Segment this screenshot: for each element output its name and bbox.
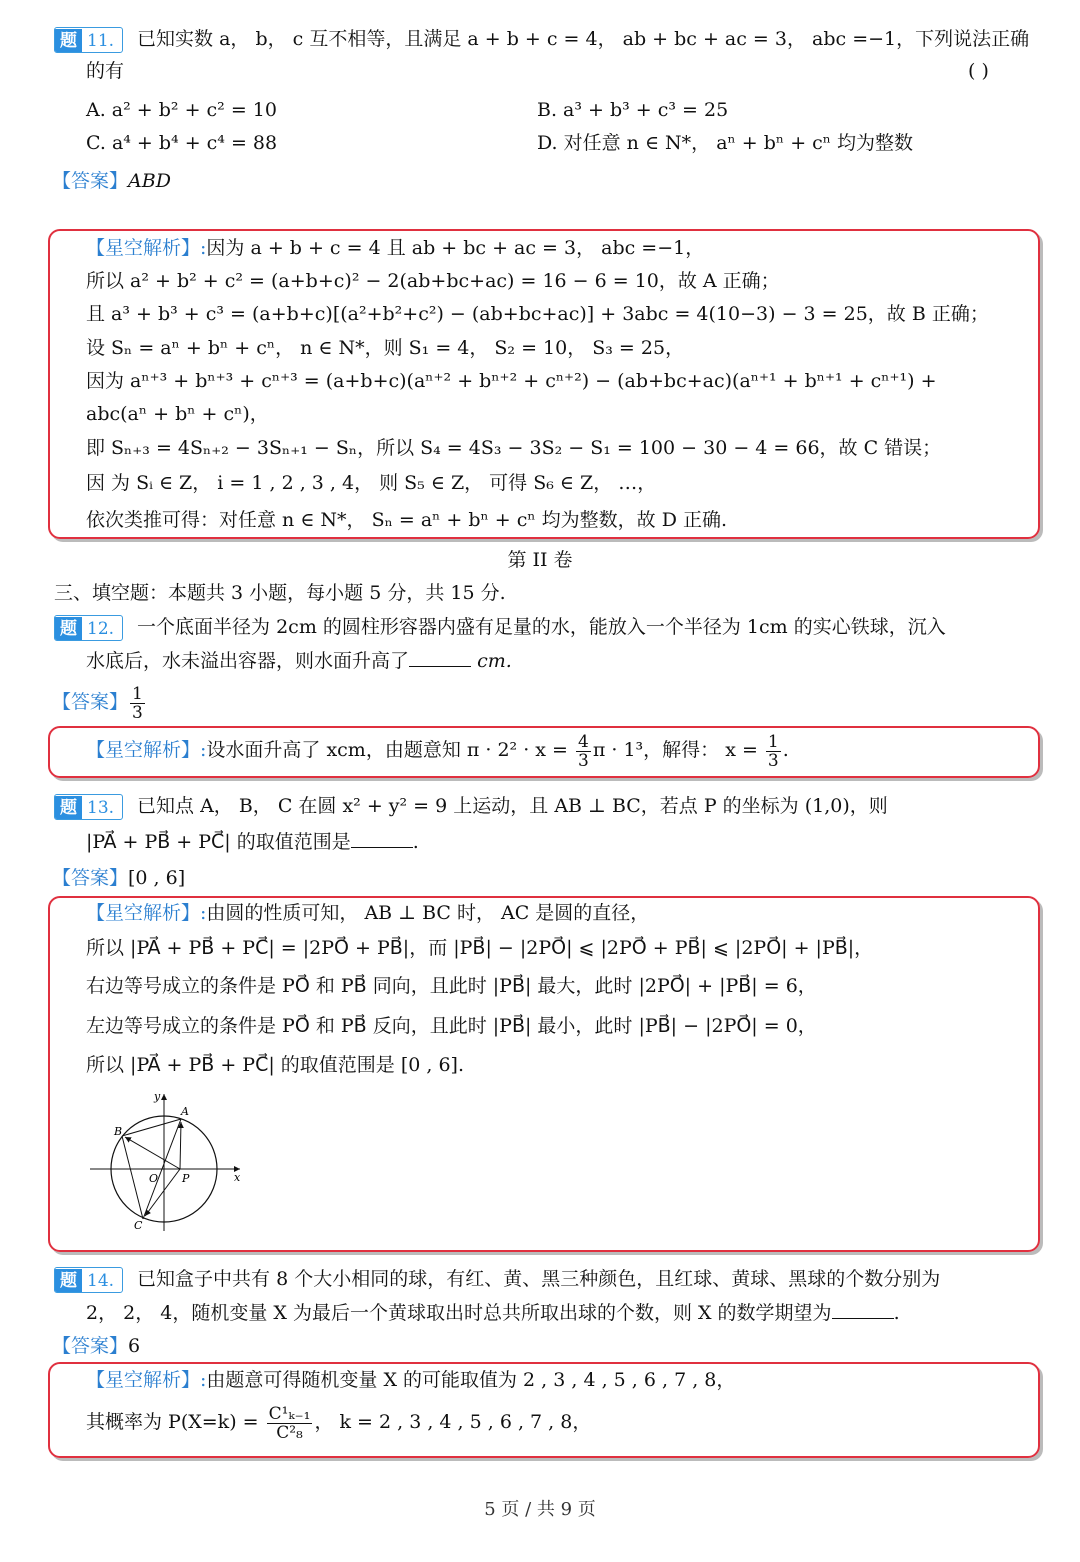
- q11-analysis-line6: abc(aⁿ + bⁿ + cⁿ)，: [86, 403, 269, 425]
- q12-answer: 【答案】 $\frac{1}{3}$: [52, 683, 143, 723]
- q11-analysis-line5: 因为 aⁿ⁺³ + bⁿ⁺³ + cⁿ⁺³ = (a+b+c)(aⁿ⁺² + bⁿ⁺² + cⁿ⁺²) − (ab+bc+ac)(aⁿ⁺¹ + bⁿ⁺¹ + cⁿ⁺¹) +: [86, 370, 937, 392]
- q14-answer: 【答案】6: [52, 1335, 141, 1357]
- q11-stem-line1: [54, 26, 1029, 53]
- q11-stem-line2: 的有: [86, 60, 125, 82]
- q11-stem: 已知实数 a， b， c 互不相等，且满足 a + b + c = 4， ab + bc + ac = 3， abc =−1，下列说法正确: [137, 28, 1030, 50]
- q11-analysis-line3: 且 a³ + b³ + c³ = (a+b+c)[(a²+b²+c²) − (ab+bc+ac)] + 3abc = 4(10−3) − 3 = 25，故 B 正确；: [86, 303, 989, 325]
- q13-analysis-line2: 所以 |PA⃗ + PB⃗ + PC⃗| = |2PO⃗ + PB⃗|，而 |PB⃗| − |2PO⃗| ⩽ |2PO⃗ + PB⃗| ⩽ |2PO⃗| + |PB⃗|，: [86, 937, 874, 959]
- label-c: C: [134, 1219, 143, 1232]
- q11-answer: 【答案】ABD: [52, 170, 171, 192]
- label-y: y: [154, 1090, 161, 1103]
- q13-analysis-line5: 所以 |PA⃗ + PB⃗ + PC⃗| 的取值范围是 [0 , 6].: [86, 1054, 464, 1076]
- q13-answer: 【答案】[0 , 6]: [52, 867, 186, 889]
- segment-bc: [122, 1136, 143, 1219]
- q13-analysis-line1: 【星空解析】:由圆的性质可知， AB ⊥ BC 时， AC 是圆的直径，: [86, 902, 650, 924]
- answer-blank: [409, 648, 471, 667]
- q14-analysis-line1: 【星空解析】:由题意可得随机变量 X 的可能取值为 2 , 3 , 4 , 5 , 6 , 7 , 8，: [86, 1369, 736, 1391]
- q11-analysis-line2: 所以 a² + b² + c² = (a+b+c)² − 2(ab+bc+ac) = 16 − 6 = 10，故 A 正确；: [86, 270, 780, 292]
- analysis-label: 【星空解析】:: [86, 237, 207, 259]
- label-o: O: [149, 1172, 159, 1185]
- label-a: A: [181, 1105, 189, 1118]
- q14-analysis-line2: 其概率为 P(X=k) = $\frac{\text{C¹ₖ₋₁}}{\text{C²₈}}$ ， k = 2 , 3 , 4 , 5 , 6 , 7 , 8，: [86, 1403, 592, 1443]
- volume-heading: 第 II 卷: [507, 549, 573, 571]
- q11-analysis-line7: 即 Sₙ₊₃ = 4Sₙ₊₂ − 3Sₙ₊₁ − Sₙ，所以 S₄ = 4S₃ − 3S₂ − S₁ = 100 − 30 − 4 = 66，故 C 错误；: [86, 437, 942, 459]
- q11-analysis-line1: 【星空解析】:因为 a + b + c = 4 且 ab + bc + ac = 3， abc =−1，: [86, 237, 705, 259]
- q13-stem-line1: 题 13. 已知点 A， B， C 在圆 x² + y² = 9 上运动，且 AB ⊥ BC，若点 P 的坐标为 (1,0)，则: [54, 793, 888, 820]
- label-b: B: [114, 1125, 123, 1138]
- q12-analysis-line1: 【星空解析】:设水面升高了 xcm，由题意知 π · 2² · x = $\frac{4}{3}$ π · 1³，解得： x = $\frac{1}{3}$ .: [86, 731, 789, 771]
- question-tag: 题 12.: [54, 615, 123, 641]
- circle-diagram: [80, 1086, 250, 1236]
- section-heading: 三、填空题：本题共 3 小题，每小题 5 分，共 15 分.: [54, 582, 506, 604]
- q12-stem-line2: 水底后，水未溢出容器，则水面升高了 cm.: [86, 650, 512, 672]
- option-c: C. a⁴ + b⁴ + c⁴ = 88: [86, 132, 278, 154]
- q11-analysis-line8: 因 为 Sᵢ ∈ Z， i = 1 , 2 , 3 , 4， 则 S₅ ∈ Z， 可得 S₆ ∈ Z， …，: [86, 472, 657, 494]
- question-tag: 题 14.: [54, 1267, 123, 1293]
- option-d: D. 对任意 n ∈ N*， aⁿ + bⁿ + cⁿ 均为整数: [537, 132, 914, 154]
- answer-blank: [351, 829, 413, 848]
- q13-analysis-line3: 右边等号成立的条件是 PO⃗ 和 PB⃗ 同向，且此时 |PB⃗| 最大，此时 |2PO⃗| + |PB⃗| = 6，: [86, 975, 817, 997]
- option-a: A. a² + b² + c² = 10: [86, 99, 277, 121]
- answer-paren: ( ): [968, 60, 989, 82]
- q11-analysis-line9: 依次类推可得：对任意 n ∈ N*， Sₙ = aⁿ + bⁿ + cⁿ 均为整数，故 D 正确.: [86, 509, 728, 531]
- q14-stem-line1: 题 14. 已知盒子中共有 8 个大小相同的球，有红、黄、黑三种颜色，且红球、黄球、黑球的个数分别为: [54, 1266, 940, 1293]
- page-footer: 5 页 / 共 9 页: [484, 1499, 596, 1520]
- question-tag: 题 11.: [54, 27, 123, 53]
- label-x: x: [234, 1171, 241, 1184]
- question-tag: 题 13.: [54, 794, 123, 820]
- q14-stem-line2: 2， 2， 4，随机变量 X 为最后一个黄球取出时总共所取出球的个数，则 X 的数学期望为 .: [86, 1302, 900, 1324]
- q11-analysis-line4: 设 Sₙ = aⁿ + bⁿ + cⁿ， n ∈ N*，则 S₁ = 4， S₂ = 10， S₃ = 25，: [86, 337, 685, 359]
- answer-blank: [832, 1300, 894, 1319]
- option-b: B. a³ + b³ + c³ = 25: [537, 99, 729, 121]
- q13-stem-line2: |PA⃗ + PB⃗ + PC⃗| 的取值范围是 .: [86, 831, 419, 853]
- q13-analysis-line4: 左边等号成立的条件是 PO⃗ 和 PB⃗ 反向，且此时 |PB⃗| 最小，此时 |PB⃗| − |2PO⃗| = 0，: [86, 1015, 817, 1037]
- answer-fraction: $\frac{1}{3}$: [132, 683, 143, 723]
- label-p: P: [182, 1172, 190, 1185]
- q12-stem-line1: 题 12. 一个底面半径为 2cm 的圆柱形容器内盛有足量的水，能放入一个半径为 1cm 的实心铁球，沉入: [54, 614, 946, 641]
